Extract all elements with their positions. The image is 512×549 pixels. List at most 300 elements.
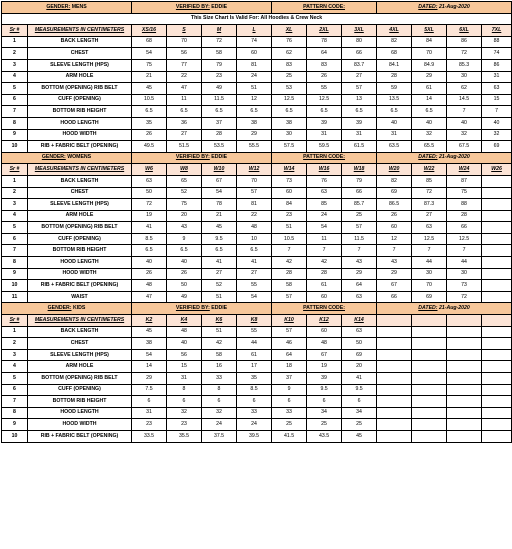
- row-number: 2: [2, 187, 28, 199]
- measurement-value: 56: [167, 48, 202, 60]
- measurement-value: 9: [272, 384, 307, 396]
- row-number: 4: [2, 361, 28, 373]
- size-column-header: K2: [132, 315, 167, 327]
- size-column-header: W6: [132, 164, 167, 176]
- pattern-code-field: [272, 2, 377, 14]
- size-column-header: W12: [237, 164, 272, 176]
- dated-field-value: 21-Aug-2020: [438, 3, 470, 10]
- measurement-label: HOOD LENGTH: [28, 257, 132, 269]
- measurement-value: [482, 257, 512, 269]
- measurement-value: 10.5: [132, 94, 167, 106]
- measurement-value: 6: [272, 396, 307, 408]
- verified-by-field-label: VERIFIED BY:: [175, 154, 210, 161]
- measurement-value: 35: [237, 373, 272, 385]
- size-column-header: W10: [202, 164, 237, 176]
- measurement-value: 40: [167, 257, 202, 269]
- row-number: 1: [2, 175, 28, 187]
- measurement-value: 14.5: [447, 94, 482, 106]
- measurement-value: 88: [482, 36, 512, 48]
- measurement-value: 72: [447, 48, 482, 60]
- kids-header-row: [2, 303, 512, 315]
- measurement-value: 6: [167, 396, 202, 408]
- measurement-value: 33: [202, 373, 237, 385]
- measurement-value: 60: [307, 291, 342, 303]
- measurement-value: 54: [202, 187, 237, 199]
- measurement-value: 83: [307, 59, 342, 71]
- verified-by-field: [132, 2, 272, 14]
- measurement-row: [2, 83, 512, 95]
- gender-field-label: GENDER:: [46, 3, 71, 10]
- measurement-value: 33.5: [132, 430, 167, 442]
- measurement-value: [412, 430, 447, 442]
- measurement-value: [482, 291, 512, 303]
- measurement-label: BOTTOM (OPENING) RIB BELT: [28, 222, 132, 234]
- measurement-value: 31: [167, 373, 202, 385]
- measurement-value: 11: [307, 233, 342, 245]
- measurement-value: 45: [202, 222, 237, 234]
- measurement-value: 54: [307, 222, 342, 234]
- mens-size-header-row: [2, 25, 512, 37]
- measurement-value: 31: [342, 129, 377, 141]
- measurement-label: HOOD LENGTH: [28, 117, 132, 129]
- row-number: 8: [2, 407, 28, 419]
- measurement-value: 32: [412, 129, 447, 141]
- measurement-value: 12.5: [307, 94, 342, 106]
- measurement-value: [447, 338, 482, 350]
- measurement-value: 11.5: [342, 233, 377, 245]
- measurement-value: 77: [167, 59, 202, 71]
- measurement-value: 6.5: [272, 106, 307, 118]
- measurement-value: 15: [482, 94, 512, 106]
- measurement-value: 24: [202, 419, 237, 431]
- measurement-value: 21: [202, 210, 237, 222]
- measurement-value: 12: [377, 233, 412, 245]
- measurement-value: [447, 361, 482, 373]
- measurement-value: 63.5: [377, 141, 412, 153]
- gender-field-value: MENS: [71, 3, 87, 10]
- sr-column-header: Sr #: [2, 25, 28, 37]
- row-number: 10: [2, 141, 28, 153]
- measurement-value: 69: [482, 141, 512, 153]
- measurement-value: 24: [307, 210, 342, 222]
- measurement-value: 29: [377, 268, 412, 280]
- measurement-value: 9.5: [202, 233, 237, 245]
- measurement-value: 7: [272, 245, 307, 257]
- measurement-value: 15: [167, 361, 202, 373]
- measurement-value: 7: [482, 106, 512, 118]
- measurement-value: 10: [237, 233, 272, 245]
- row-number: 9: [2, 268, 28, 280]
- measurement-row: [2, 233, 512, 245]
- measurement-value: 44: [412, 257, 447, 269]
- measurement-value: [482, 280, 512, 292]
- measurement-value: 86: [447, 36, 482, 48]
- measurement-value: [377, 361, 412, 373]
- measurement-value: 85: [307, 199, 342, 211]
- measurement-value: 50: [132, 187, 167, 199]
- measurement-value: [447, 384, 482, 396]
- measurement-value: [482, 268, 512, 280]
- measurement-value: [482, 199, 512, 211]
- measurement-label: CUFF (OPENING): [28, 384, 132, 396]
- measurement-value: 56: [167, 349, 202, 361]
- measurement-row: [2, 245, 512, 257]
- measurement-value: 14: [132, 361, 167, 373]
- measurement-label: HOOD WIDTH: [28, 129, 132, 141]
- size-column-header: W8: [167, 164, 202, 176]
- measurement-value: 76: [307, 175, 342, 187]
- measurement-column-header: MEASUREMENTS IN CENTIMETERS: [28, 315, 132, 327]
- measurement-value: 19: [132, 210, 167, 222]
- measurement-value: [377, 419, 412, 431]
- measurement-value: 30: [412, 268, 447, 280]
- measurement-value: 70: [237, 175, 272, 187]
- measurement-value: 67.5: [447, 141, 482, 153]
- pattern-code-field-label: PATTERN CODE:: [303, 154, 345, 161]
- measurement-value: 6.5: [132, 245, 167, 257]
- measurement-value: 76: [272, 36, 307, 48]
- measurement-label: ARM HOLE: [28, 361, 132, 373]
- measurement-value: 45: [132, 326, 167, 338]
- measurement-value: 6: [237, 396, 272, 408]
- measurement-value: [412, 419, 447, 431]
- measurement-value: [482, 430, 512, 442]
- row-number: 2: [2, 48, 28, 60]
- size-column-header: K6: [202, 315, 237, 327]
- measurement-value: [482, 175, 512, 187]
- measurement-value: 6.5: [202, 106, 237, 118]
- measurement-value: 87.3: [412, 199, 447, 211]
- measurement-value: 32: [447, 129, 482, 141]
- measurement-value: [482, 407, 512, 419]
- measurement-value: [412, 326, 447, 338]
- measurement-value: 32: [202, 407, 237, 419]
- measurement-value: 6.5: [132, 106, 167, 118]
- measurement-value: 60: [237, 48, 272, 60]
- size-column-header: W16: [307, 164, 342, 176]
- measurement-value: 29: [412, 71, 447, 83]
- size-column-header: W22: [412, 164, 447, 176]
- measurement-value: 60: [377, 222, 412, 234]
- size-column-header: 3XL: [342, 25, 377, 37]
- measurement-value: 67: [202, 175, 237, 187]
- size-column-header: M: [202, 25, 237, 37]
- size-column-header: 6XL: [447, 25, 482, 37]
- row-number: 10: [2, 280, 28, 292]
- measurement-value: [412, 338, 447, 350]
- measurement-value: 6.5: [377, 106, 412, 118]
- size-column-header: XS/16: [132, 25, 167, 37]
- measurement-value: 40: [482, 117, 512, 129]
- measurement-value: 38: [132, 338, 167, 350]
- measurement-label: BOTTOM RIB HEIGHT: [28, 396, 132, 408]
- row-number: 10: [2, 430, 28, 442]
- measurement-label: BOTTOM RIB HEIGHT: [28, 245, 132, 257]
- dated-field: [377, 2, 512, 14]
- measurement-row: [2, 117, 512, 129]
- measurement-value: 86.5: [377, 199, 412, 211]
- verified-by-field-label: VERIFIED BY:: [175, 305, 210, 312]
- measurement-value: [482, 245, 512, 257]
- measurement-value: 31: [307, 129, 342, 141]
- measurement-value: 8.5: [132, 233, 167, 245]
- measurement-value: 66: [342, 48, 377, 60]
- measurement-value: [377, 396, 412, 408]
- measurement-value: 58: [272, 280, 307, 292]
- measurement-value: 40: [132, 257, 167, 269]
- measurement-value: [482, 326, 512, 338]
- pattern-code-field-label: PATTERN CODE:: [303, 3, 345, 10]
- size-column-header: S: [167, 25, 202, 37]
- verified-by-field-value: EDDIE: [211, 305, 228, 312]
- measurement-value: [377, 407, 412, 419]
- measurement-value: 32: [167, 407, 202, 419]
- measurement-value: 40: [447, 117, 482, 129]
- measurement-value: 7: [447, 106, 482, 118]
- measurement-value: 31: [377, 129, 412, 141]
- measurement-value: [482, 419, 512, 431]
- measurement-value: [447, 419, 482, 431]
- measurement-row: [2, 199, 512, 211]
- measurement-value: 34: [307, 407, 342, 419]
- validity-note-row: [2, 13, 512, 25]
- measurement-value: 28: [272, 268, 307, 280]
- measurement-value: 63: [412, 222, 447, 234]
- row-number: 2: [2, 338, 28, 350]
- row-number: 7: [2, 245, 28, 257]
- measurement-row: [2, 396, 512, 408]
- measurement-label: BACK LENGTH: [28, 36, 132, 48]
- measurement-value: 27: [237, 268, 272, 280]
- row-number: 6: [2, 94, 28, 106]
- measurement-label: BACK LENGTH: [28, 175, 132, 187]
- verified-by-field: [132, 303, 272, 315]
- measurement-value: [447, 326, 482, 338]
- row-number: 11: [2, 291, 28, 303]
- measurement-row: [2, 280, 512, 292]
- measurement-value: 8: [167, 384, 202, 396]
- measurement-value: 44: [447, 257, 482, 269]
- measurement-value: 84: [272, 199, 307, 211]
- measurement-value: 50: [167, 280, 202, 292]
- measurement-value: 6.5: [342, 106, 377, 118]
- measurement-value: 8.5: [237, 384, 272, 396]
- measurement-value: 24: [237, 419, 272, 431]
- measurement-label: CHEST: [28, 187, 132, 199]
- measurement-label: RIB + FABRIC BELT (OPENING): [28, 141, 132, 153]
- measurement-label: HOOD LENGTH: [28, 407, 132, 419]
- pattern-code-field: [272, 152, 377, 164]
- measurement-value: 88: [447, 199, 482, 211]
- measurement-row: [2, 349, 512, 361]
- measurement-value: 12.5: [447, 233, 482, 245]
- validity-note: This Size Chart Is Valid For: All Hoodies & Crew Neck: [2, 13, 512, 25]
- gender-field: [2, 152, 132, 164]
- measurement-value: 39.5: [237, 430, 272, 442]
- measurement-row: [2, 268, 512, 280]
- measurement-label: CUFF (OPENING): [28, 94, 132, 106]
- measurement-value: 23: [132, 419, 167, 431]
- size-column-header: W14: [272, 164, 307, 176]
- measurement-value: 30: [447, 71, 482, 83]
- dated-field: [377, 303, 512, 315]
- measurement-value: 7: [412, 245, 447, 257]
- measurement-value: 7: [377, 245, 412, 257]
- measurement-row: [2, 94, 512, 106]
- measurement-value: [377, 338, 412, 350]
- measurement-value: 43: [167, 222, 202, 234]
- size-column-header: [482, 315, 512, 327]
- size-column-header: L: [237, 25, 272, 37]
- measurement-value: 7.5: [132, 384, 167, 396]
- size-column-header: W24: [447, 164, 482, 176]
- measurement-value: 69: [342, 349, 377, 361]
- measurement-value: [412, 384, 447, 396]
- measurement-value: 50: [342, 338, 377, 350]
- dated-field-label: DATED:: [418, 154, 438, 161]
- dated-field-value: 21-Aug-2020: [438, 305, 470, 312]
- measurement-value: [377, 373, 412, 385]
- size-column-header: [447, 315, 482, 327]
- pattern-code-field: [272, 303, 377, 315]
- measurement-value: 9: [167, 233, 202, 245]
- measurement-value: 43: [377, 257, 412, 269]
- measurement-value: 6.5: [167, 106, 202, 118]
- measurement-value: 7: [342, 245, 377, 257]
- measurement-value: 27: [202, 268, 237, 280]
- measurement-value: 44: [237, 338, 272, 350]
- measurement-value: 16: [202, 361, 237, 373]
- measurement-value: [482, 210, 512, 222]
- measurement-label: CHEST: [28, 48, 132, 60]
- measurement-value: 67: [307, 349, 342, 361]
- measurement-value: 40: [412, 117, 447, 129]
- measurement-value: 68: [132, 36, 167, 48]
- mens-header-row: [2, 2, 512, 14]
- measurement-value: 51.5: [167, 141, 202, 153]
- measurement-value: 83: [272, 59, 307, 71]
- measurement-value: 54: [132, 48, 167, 60]
- measurement-value: 46: [272, 338, 307, 350]
- measurement-value: 29: [132, 373, 167, 385]
- measurement-value: 25: [342, 210, 377, 222]
- measurement-value: 25: [307, 419, 342, 431]
- measurement-value: 63: [132, 175, 167, 187]
- measurement-value: 7: [447, 245, 482, 257]
- measurement-row: [2, 141, 512, 153]
- measurement-row: [2, 419, 512, 431]
- measurement-value: 58: [202, 349, 237, 361]
- size-column-header: [412, 315, 447, 327]
- measurement-value: 31: [132, 407, 167, 419]
- measurement-value: 49.5: [132, 141, 167, 153]
- size-column-header: K10: [272, 315, 307, 327]
- pattern-code-field-label: PATTERN CODE:: [303, 305, 345, 312]
- measurement-label: ARM HOLE: [28, 210, 132, 222]
- measurement-value: 80: [342, 36, 377, 48]
- measurement-value: 51: [202, 326, 237, 338]
- measurement-value: 65: [167, 175, 202, 187]
- measurement-value: 40: [167, 338, 202, 350]
- row-number: 4: [2, 71, 28, 83]
- dated-field-label: DATED:: [418, 305, 438, 312]
- measurement-value: 78: [202, 199, 237, 211]
- measurement-value: 25: [272, 419, 307, 431]
- measurement-value: 84.1: [377, 59, 412, 71]
- measurement-value: 47: [167, 83, 202, 95]
- measurement-value: 33: [272, 407, 307, 419]
- measurement-row: [2, 71, 512, 83]
- measurement-row: [2, 430, 512, 442]
- row-number: 8: [2, 117, 28, 129]
- measurement-value: 75: [132, 59, 167, 71]
- measurement-value: 64: [342, 280, 377, 292]
- measurement-value: 83.7: [342, 59, 377, 71]
- measurement-value: 28: [447, 210, 482, 222]
- measurement-value: 6.5: [202, 245, 237, 257]
- measurement-label: RIB + FABRIC BELT (OPENING): [28, 280, 132, 292]
- measurement-value: 33: [237, 407, 272, 419]
- measurement-label: HOOD WIDTH: [28, 268, 132, 280]
- measurement-value: 9.5: [342, 384, 377, 396]
- measurement-row: [2, 187, 512, 199]
- measurement-value: [482, 361, 512, 373]
- size-column-header: K12: [307, 315, 342, 327]
- measurement-value: 63: [342, 326, 377, 338]
- measurement-value: 11.5: [202, 94, 237, 106]
- dated-field-label: DATED:: [418, 3, 438, 10]
- row-number: 7: [2, 106, 28, 118]
- measurement-label: SLEEVE LENGTH (HPS): [28, 59, 132, 71]
- measurement-value: 52: [202, 280, 237, 292]
- size-column-header: K4: [167, 315, 202, 327]
- measurement-value: 28: [377, 71, 412, 83]
- measurement-value: [377, 326, 412, 338]
- measurement-value: 59.5: [307, 141, 342, 153]
- measurement-value: 84.9: [412, 59, 447, 71]
- measurement-value: 6: [132, 396, 167, 408]
- measurement-value: 55.5: [237, 141, 272, 153]
- measurement-value: [412, 396, 447, 408]
- size-column-header: [377, 315, 412, 327]
- measurement-value: 69: [377, 187, 412, 199]
- measurement-value: 62: [272, 48, 307, 60]
- measurement-value: 70: [167, 36, 202, 48]
- gender-field-value: WOMENS: [67, 154, 92, 161]
- measurement-value: 81: [237, 199, 272, 211]
- measurement-value: 29: [237, 129, 272, 141]
- row-number: 1: [2, 326, 28, 338]
- measurement-value: 20: [342, 361, 377, 373]
- measurement-label: HOOD WIDTH: [28, 419, 132, 431]
- measurement-label: CUFF (OPENING): [28, 233, 132, 245]
- measurement-value: 39: [307, 117, 342, 129]
- sr-column-header: Sr #: [2, 315, 28, 327]
- measurement-value: [377, 430, 412, 442]
- measurement-value: 73: [447, 280, 482, 292]
- measurement-value: 11: [167, 94, 202, 106]
- measurement-value: 37.5: [202, 430, 237, 442]
- measurement-value: 75: [167, 199, 202, 211]
- size-column-header: XL: [272, 25, 307, 37]
- measurement-value: 51: [202, 291, 237, 303]
- measurement-value: 6.5: [412, 106, 447, 118]
- womens-size-header-row: [2, 164, 512, 176]
- measurement-value: 69: [412, 291, 447, 303]
- measurement-value: 41: [202, 257, 237, 269]
- measurement-value: 6: [342, 396, 377, 408]
- measurement-value: 49: [167, 291, 202, 303]
